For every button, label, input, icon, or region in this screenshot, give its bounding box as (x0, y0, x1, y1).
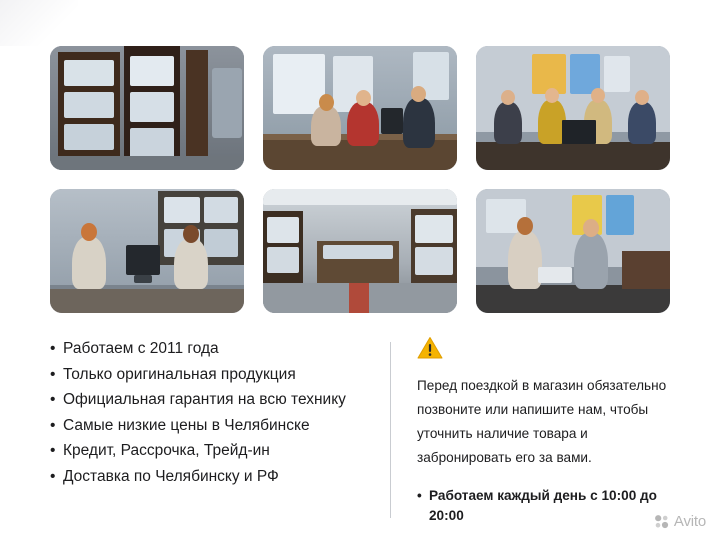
feature-item: • Самые низкие цены в Челябинске (50, 413, 372, 439)
gallery-photo-6[interactable] (476, 189, 670, 313)
gallery-photo-2[interactable] (263, 46, 457, 170)
notice-column (391, 336, 670, 526)
feature-item: • Доставка по Челябинску и РФ (50, 464, 372, 490)
avito-wordmark: Avito (673, 513, 706, 530)
features-column (50, 336, 390, 526)
gallery-photo-4[interactable] (50, 189, 244, 313)
page-corner-decoration (0, 0, 78, 46)
notice-schedule: • Работаем каждый день с 10:00 до 20:00 (417, 486, 670, 526)
gallery-photo-3[interactable] (476, 46, 670, 170)
feature-item: • Работаем с 2011 года (50, 336, 372, 362)
gallery-photo-5[interactable] (263, 189, 457, 313)
feature-item: • Только оригинальная продукция (50, 362, 372, 388)
gallery-photo-1[interactable] (50, 46, 244, 170)
feature-item: • Кредит, Рассрочка, Трейд-ин (50, 438, 372, 464)
feature-item: • Официальная гарантия на всю технику (50, 387, 372, 413)
info-section (50, 336, 670, 526)
avito-logo-icon (654, 514, 669, 529)
warning-icon (417, 336, 443, 360)
avito-watermark (654, 513, 706, 530)
store-photo-gallery (50, 46, 670, 313)
notice-text: Перед поездкой в магазин обязательно позвоните или напишите нам, чтобы уточнить наличие товара и забронировать его за вами. (417, 378, 667, 465)
features-list (50, 336, 372, 489)
